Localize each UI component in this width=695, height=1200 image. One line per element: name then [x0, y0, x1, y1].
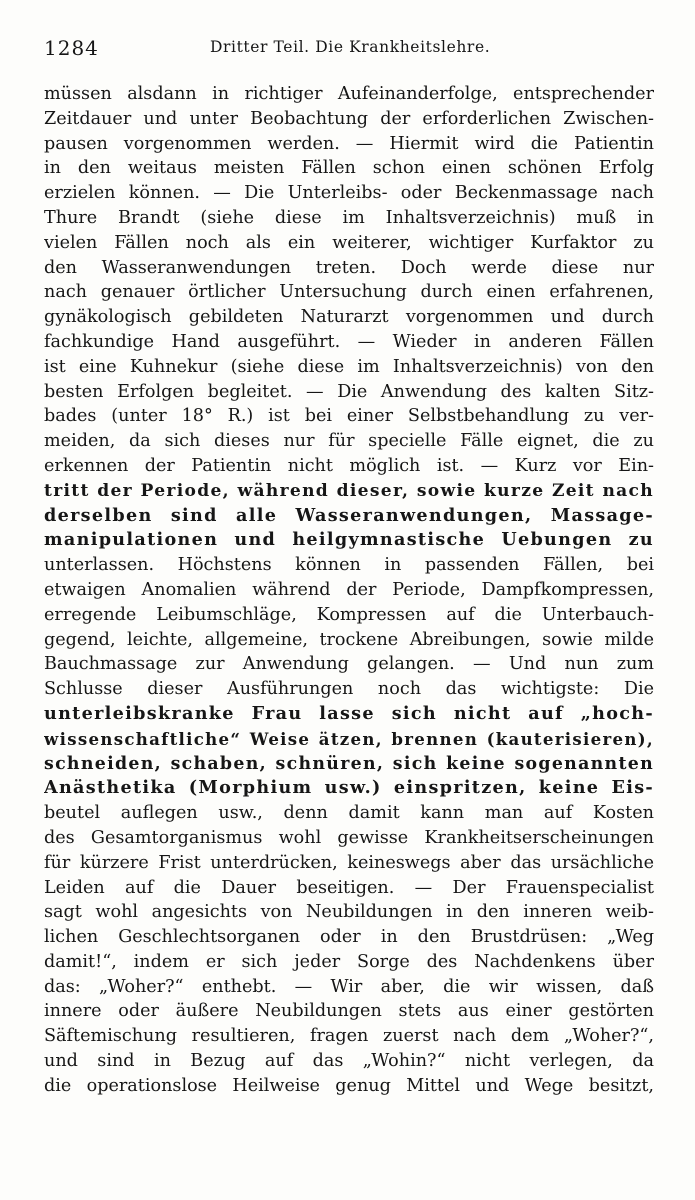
text-line: gegend, leichte, allgemeine, trockene Abreibungen, sowie milde: [44, 629, 654, 650]
text-line: lichen Geschlechtsorganen oder in den Brustdrüsen: „Weg: [44, 927, 654, 948]
text-line: erzielen können. — Die Unterleibs- oder Beckenmassage nach: [44, 183, 654, 204]
running-title: Dritter Teil. Die Krankheitslehre.: [210, 38, 491, 56]
text-line-emphasis: tritt der Periode, während dieser, sowie kurze Zeit nach: [44, 480, 654, 501]
text-line: Schlusse dieser Ausführungen noch das wichtigste: Die: [44, 679, 654, 700]
text-line: den Wasseranwendungen treten. Doch werde diese nur: [44, 257, 654, 278]
text-line: die operationslose Heilweise genug Mittel und Wege besitzt,: [44, 1075, 654, 1096]
text-line: bades (unter 18° R.) ist bei einer Selbstbehandlung zu ver-: [44, 406, 654, 427]
body-text: [44, 82, 654, 1099]
text-line: vielen Fällen noch als ein weiterer, wichtiger Kurfaktor zu: [44, 232, 654, 253]
page-number: 1284: [44, 36, 99, 60]
text-line: für kürzere Frist unterdrücken, keineswegs aber das ursächliche: [44, 852, 654, 873]
page-header: [44, 36, 654, 60]
text-line: innere oder äußere Neubildungen stets aus einer gestörten: [44, 1001, 654, 1022]
text-line: beutel auflegen usw., denn damit kann man auf Kosten: [44, 803, 654, 824]
text-line: müssen alsdann in richtiger Aufeinanderfolge, entsprechender: [44, 84, 654, 104]
text-line-emphasis: derselben sind alle Wasseranwendungen, Massage-: [44, 504, 654, 526]
text-line: unterlassen. Höchstens können in passenden Fällen, bei: [44, 555, 654, 576]
text-line: etwaigen Anomalien während der Periode, Dampfkompressen,: [44, 579, 654, 600]
text-line: in den weitaus meisten Fällen schon einen schönen Erfolg: [44, 158, 654, 179]
text-line-emphasis: wissenschaftliche“ Weise ätzen, brennen (kauterisieren),: [44, 728, 654, 749]
text-line-emphasis: unterleibskranke Frau lasse sich nicht auf „hoch-: [44, 702, 654, 724]
text-line: Zeitdauer und unter Beobachtung der erforderlichen Zwischen-: [44, 108, 654, 129]
text-line: ist eine Kuhnekur (siehe diese im Inhaltsverzeichnis) von den: [44, 356, 654, 377]
text-line: sagt wohl angesichts von Neubildungen in den inneren weib-: [44, 902, 654, 923]
text-line: Säftemischung resultieren, fragen zuerst nach dem „Woher?“,: [44, 1026, 654, 1047]
text-line: besten Erfolgen begleitet. — Die Anwendung des kalten Sitz-: [44, 381, 654, 402]
text-line: Thure Brandt (siehe diese im Inhaltsverzeichnis) muß in: [44, 207, 654, 228]
text-line-emphasis: Anästhetika (Morphium usw.) einspritzen, keine Eis-: [44, 777, 654, 799]
text-line: das: „Woher?“ enthebt. — Wir aber, die wir wissen, daß: [44, 976, 654, 997]
text-line-emphasis: schneiden, schaben, schnüren, sich keine sogenannten: [44, 753, 654, 774]
text-line: gynäkologisch gebildeten Naturarzt vorgenommen und durch: [44, 307, 654, 328]
text-line: und sind in Bezug auf das „Wohin?“ nicht verlegen, da: [44, 1051, 654, 1072]
text-line: nach genauer örtlicher Untersuchung durch einen erfahrenen,: [44, 282, 654, 303]
text-line: damit!“, indem er sich jeder Sorge des Nachdenkens über: [44, 951, 654, 972]
text-line: erkennen der Patientin nicht möglich ist. — Kurz vor Ein-: [44, 455, 654, 476]
text-line: meiden, da sich dieses nur für specielle Fälle eignet, die zu: [44, 431, 654, 452]
text-line-emphasis: manipulationen und heilgymnastische Uebungen zu: [44, 529, 654, 551]
text-line: Leiden auf die Dauer beseitigen. — Der Frauenspecialist: [44, 877, 654, 898]
text-line: fachkundige Hand ausgeführt. — Wieder in anderen Fällen: [44, 331, 654, 352]
text-line: pausen vorgenommen werden. — Hiermit wird die Patientin: [44, 133, 654, 154]
text-line: Bauchmassage zur Anwendung gelangen. — Und nun zum: [44, 654, 654, 675]
text-line: des Gesamtorganismus wohl gewisse Krankheitserscheinungen: [44, 827, 654, 848]
text-line: erregende Leibumschläge, Kompressen auf die Unterbauch-: [44, 604, 654, 625]
